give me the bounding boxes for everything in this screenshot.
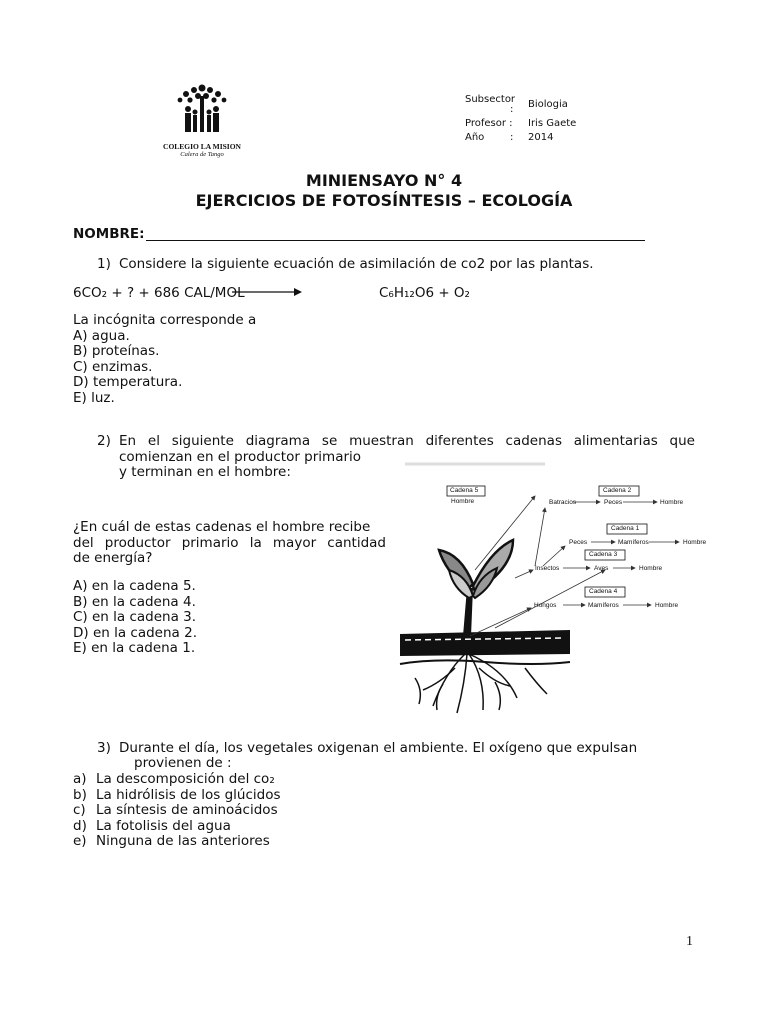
q1-equation-left: 6CO₂ + ? + 686 CAL/MOL	[73, 285, 245, 301]
q1-equation-right: C₆H₁₂O6 + O₂	[379, 285, 470, 301]
label-aves: Aves	[594, 565, 609, 572]
label-cadena-1: Cadena 1	[611, 525, 640, 532]
q3-option-e-text: Ninguna de las anteriores	[96, 833, 270, 849]
label-hombre-4: Hombre	[655, 602, 679, 609]
reaction-arrow-icon	[232, 286, 302, 298]
logo-name: COLEGIO LA MISION	[163, 142, 241, 151]
q3-line2: provienen de :	[134, 755, 232, 771]
q1-option-e: E) luz.	[73, 389, 115, 406]
label-mamiferos-1: Mamíferos	[618, 539, 649, 546]
q3-option-d-letter: d)	[73, 817, 87, 834]
subsector-colon: :	[510, 104, 514, 115]
label-hombre-1: Hombre	[683, 539, 707, 546]
label-cadena-3: Cadena 3	[589, 551, 618, 558]
q2-option-e: E) en la cadena 1.	[73, 640, 196, 656]
label-insectos: Insectos	[535, 565, 560, 572]
logo-subtitle: Calera de Tango	[180, 151, 224, 158]
page-number: 1	[686, 934, 693, 949]
school-logo	[150, 82, 254, 162]
q1-number: 1)	[97, 256, 111, 272]
food-chain-diagram	[395, 458, 715, 720]
nombre-label: NOMBRE:	[73, 226, 145, 242]
q3-option-c-text: La síntesis de aminoácidos	[96, 802, 278, 818]
q3-option-a-text: La descomposición del co₂	[96, 771, 275, 787]
label-hombre-2: Hombre	[660, 499, 684, 506]
anio-colon: :	[510, 132, 514, 143]
q1-option-c: C) enzimas.	[73, 358, 153, 375]
q2-question-line2: del productor primario la mayor cantidad	[73, 534, 386, 551]
q1-option-a: A) agua.	[73, 327, 130, 344]
profesor-value: Iris Gaete	[528, 118, 577, 129]
tree-people-icon	[150, 82, 254, 140]
label-cadena-5: Cadena 5	[450, 487, 479, 494]
q1-option-d: D) temperatura.	[73, 374, 183, 390]
label-batracios: Batracios	[549, 499, 577, 506]
q3-line1: Durante el día, los vegetales oxigenan el ambiente. El oxígeno que expulsan	[119, 740, 638, 756]
profesor-label: Profesor :	[465, 118, 513, 129]
label-hongos: Hongos	[534, 602, 557, 609]
label-cadena-4: Cadena 4	[589, 588, 618, 595]
q2-question-line1: ¿En cuál de estas cadenas el hombre recibe	[73, 519, 371, 535]
label-hombre-5: Hombre	[451, 498, 475, 505]
q2-option-d: D) en la cadena 2.	[73, 624, 197, 641]
page-subtitle: EJERCICIOS DE FOTOSÍNTESIS – ECOLOGÍA	[195, 191, 573, 210]
label-cadena-2: Cadena 2	[603, 487, 632, 494]
label-peces-2: Peces	[604, 499, 623, 506]
anio-label: Año	[465, 132, 485, 143]
q2-option-a: A) en la cadena 5.	[73, 578, 196, 594]
q2-option-c: C) en la cadena 3.	[73, 609, 197, 625]
page-title: MINIENSAYO N° 4	[305, 171, 463, 190]
label-mamiferos-4: Mamíferos	[588, 602, 619, 609]
subsector-value: Biologia	[528, 99, 568, 110]
label-peces-1: Peces	[569, 539, 588, 546]
label-hombre-3: Hombre	[639, 565, 663, 572]
q1-prompt: La incógnita corresponde a	[73, 312, 257, 328]
q1-text: Considere la siguiente ecuación de asimilación de co2 por las plantas.	[119, 256, 594, 272]
subsector-label: Subsector	[465, 94, 516, 105]
nombre-line	[146, 240, 645, 241]
q2-question-line3: de energía?	[73, 550, 153, 566]
anio-value: 2014	[528, 132, 554, 143]
q2-line2: comienzan en el productor primario	[119, 448, 362, 465]
q3-option-d-text: La fotolisis del agua	[96, 817, 231, 834]
q2-line3: y terminan en el hombre:	[119, 464, 291, 480]
q3-option-c-letter: c)	[73, 802, 86, 818]
q3-option-b-letter: b)	[73, 786, 87, 803]
q2-option-b: B) en la cadena 4.	[73, 593, 196, 610]
q3-option-e-letter: e)	[73, 833, 87, 849]
q3-option-b-text: La hidrólisis de los glúcidos	[96, 786, 281, 803]
q2-number: 2)	[97, 433, 111, 449]
q2-line1: En el siguiente diagrama se muestran diferentes cadenas alimentarias que	[119, 433, 695, 449]
q3-number: 3)	[97, 740, 111, 756]
q1-option-b: B) proteínas.	[73, 343, 160, 359]
q3-option-a-letter: a)	[73, 771, 87, 787]
